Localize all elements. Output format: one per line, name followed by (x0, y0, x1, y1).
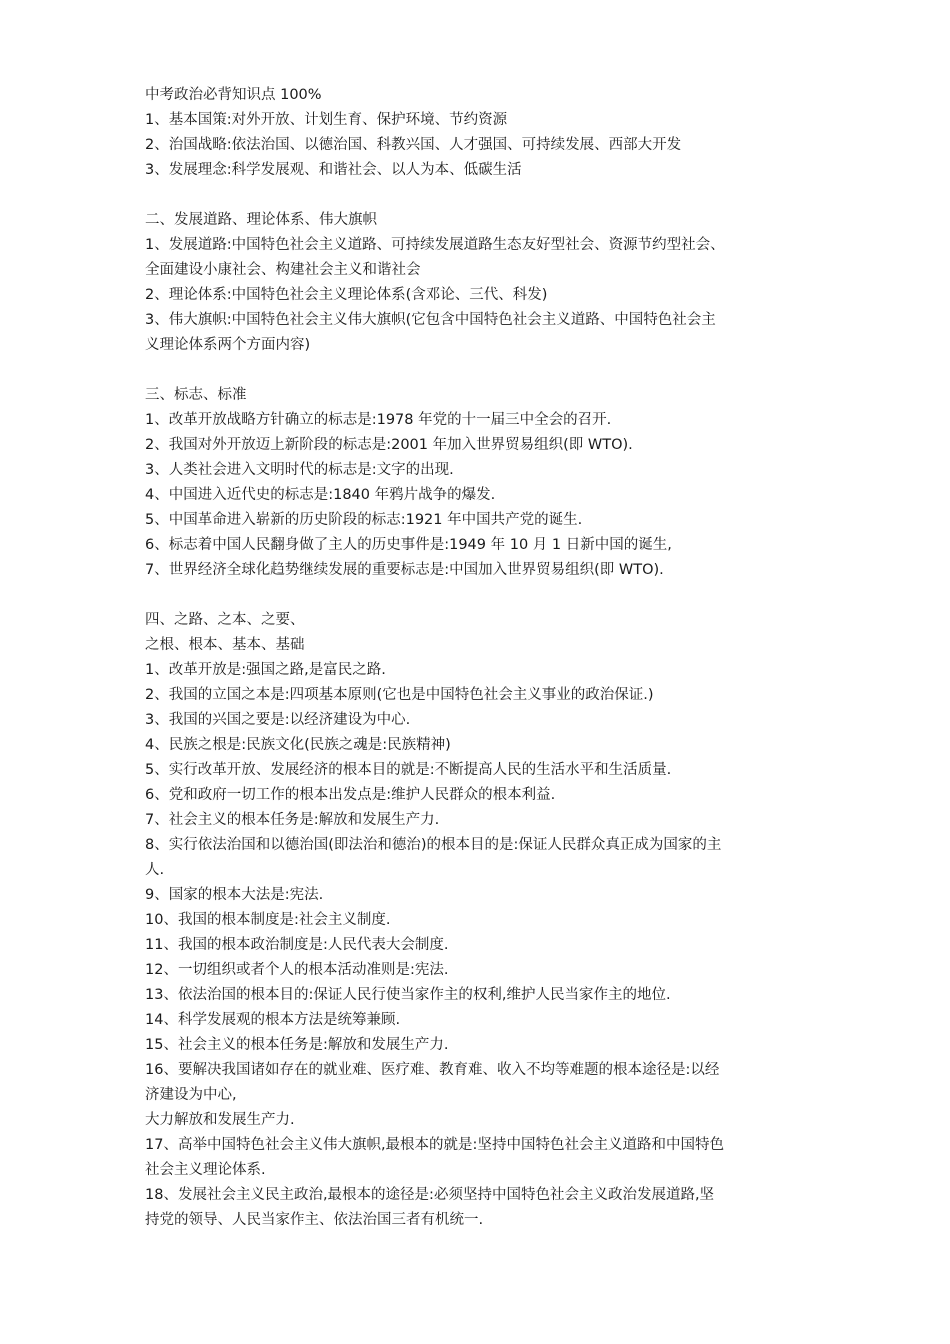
document-page (145, 83, 825, 1233)
text-line: 大力解放和发展生产力. (145, 1112, 295, 1128)
text-line: 2、我国对外开放迈上新阶段的标志是:2001 年加入世界贸易组织(即 WTO). (145, 437, 633, 453)
text-line: 15、社会主义的根本任务是:解放和发展生产力. (145, 1037, 449, 1053)
text-line: 1、改革开放战略方针确立的标志是:1978 年党的十一届三中全会的召开. (145, 412, 612, 428)
blank-line (145, 358, 825, 383)
text-line: 2、治国战略:依法治国、以德治国、科教兴国、人才强国、可持续发展、西部大开发 (145, 137, 682, 153)
text-line: 3、我国的兴国之要是:以经济建设为中心. (145, 712, 411, 728)
text-line: 全面建设小康社会、构建社会主义和谐社会 (145, 262, 421, 278)
text-line: 2、我国的立国之本是:四项基本原则(它也是中国特色社会主义事业的政治保证.) (145, 687, 654, 703)
text-line: 1、发展道路:中国特色社会主义道路、可持续发展道路生态友好型社会、资源节约型社会、 (145, 237, 725, 253)
text-line: 9、国家的根本大法是:宪法. (145, 887, 324, 903)
text-line: 2、理论体系:中国特色社会主义理论体系(含邓论、三代、科发) (145, 287, 548, 303)
text-line: 12、一切组织或者个人的根本活动准则是:宪法. (145, 962, 449, 978)
text-line: 7、社会主义的根本任务是:解放和发展生产力. (145, 812, 440, 828)
text-line: 1、基本国策:对外开放、计划生育、保护环境、节约资源 (145, 112, 508, 128)
text-line: 4、民族之根是:民族文化(民族之魂是:民族精神) (145, 737, 451, 753)
text-line: 8、实行依法治国和以德治国(即法治和德治)的根本目的是:保证人民群众真正成为国家的主 (145, 837, 722, 853)
text-line: 4、中国进入近代史的标志是:1840 年鸦片战争的爆发. (145, 487, 496, 503)
text-line: 义理论体系两个方面内容) (145, 337, 311, 353)
section-heading: 二、发展道路、理论体系、伟大旗帜 (145, 212, 377, 228)
document-title: 中考政治必背知识点 100% (145, 87, 322, 103)
text-line: 10、我国的根本制度是:社会主义制度. (145, 912, 391, 928)
text-line: 人. (145, 862, 165, 878)
text-line: 社会主义理论体系. (145, 1162, 266, 1178)
text-line: 14、科学发展观的根本方法是统筹兼顾. (145, 1012, 401, 1028)
text-line: 5、中国革命进入崭新的历史阶段的标志:1921 年中国共产党的诞生. (145, 512, 583, 528)
text-line: 3、伟大旗帜:中国特色社会主义伟大旗帜(它包含中国特色社会主义道路、中国特色社会主 (145, 312, 716, 328)
blank-line (145, 583, 825, 608)
section-heading: 四、之路、之本、之要、 (145, 612, 305, 628)
text-line: 11、我国的根本政治制度是:人民代表大会制度. (145, 937, 449, 953)
text-line: 6、标志着中国人民翻身做了主人的历史事件是:1949 年 10 月 1 日新中国的诞生, (145, 537, 672, 553)
text-line: 16、要解决我国诸如存在的就业难、医疗难、教育难、收入不均等难题的根本途径是:以经 (145, 1062, 720, 1078)
text-line: 13、依法治国的根本目的:保证人民行使当家作主的权利,维护人民当家作主的地位. (145, 987, 671, 1003)
blank-line (145, 183, 825, 208)
text-line: 持党的领导、人民当家作主、依法治国三者有机统一. (145, 1212, 484, 1228)
text-line: 1、改革开放是:强国之路,是富民之路. (145, 662, 386, 678)
section-subheading: 之根、根本、基本、基础 (145, 637, 305, 653)
text-line: 3、发展理念:科学发展观、和谐社会、以人为本、低碳生活 (145, 162, 522, 178)
section-heading: 三、标志、标准 (145, 387, 247, 403)
text-line: 6、党和政府一切工作的根本出发点是:维护人民群众的根本利益. (145, 787, 556, 803)
text-line: 7、世界经济全球化趋势继续发展的重要标志是:中国加入世界贸易组织(即 WTO). (145, 562, 664, 578)
text-line: 17、高举中国特色社会主义伟大旗帜,最根本的就是:坚持中国特色社会主义道路和中国特色 (145, 1137, 724, 1153)
text-line: 18、发展社会主义民主政治,最根本的途径是:必须坚持中国特色社会主义政治发展道路,坚 (145, 1187, 715, 1203)
text-line: 5、实行改革开放、发展经济的根本目的就是:不断提高人民的生活水平和生活质量. (145, 762, 672, 778)
text-line: 济建设为中心, (145, 1087, 237, 1103)
text-line: 3、人类社会进入文明时代的标志是:文字的出现. (145, 462, 454, 478)
